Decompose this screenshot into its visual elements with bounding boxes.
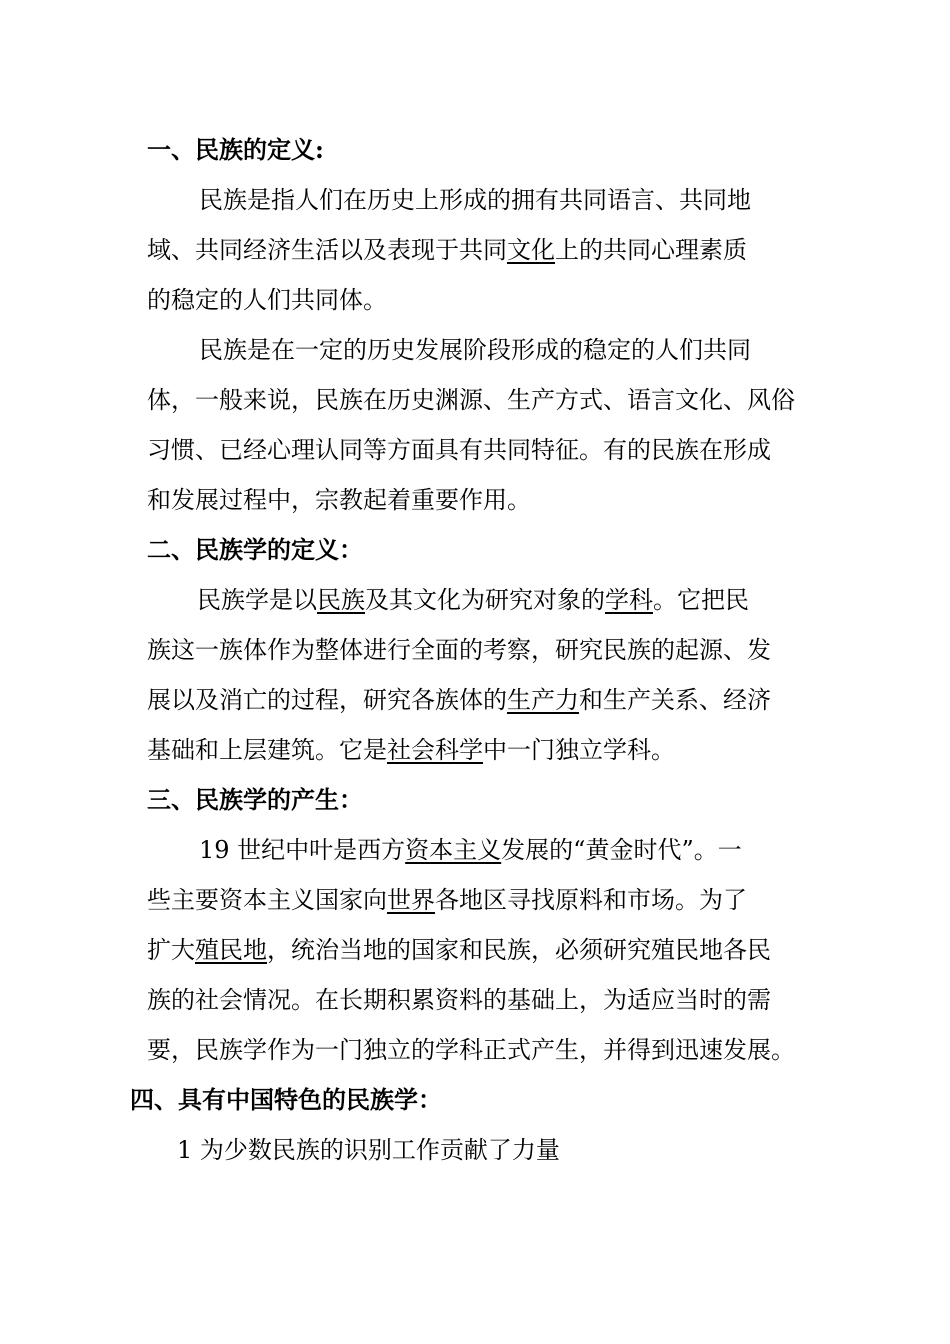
para2-line3: 习惯、已经心理认同等方面具有共同特征。有的民族在形成: [147, 436, 771, 464]
para2-line2: 体，一般来说，民族在历史渊源、生产方式、语言文化、风俗: [147, 386, 795, 414]
para1-line3: 的稳定的人们共同体。: [147, 286, 387, 314]
para4-line5: 要，民族学作为一门独立的学科正式产生，并得到迅速发展。: [147, 1036, 795, 1064]
para4-line4: 族的社会情况。在长期积累资料的基础上，为适应当时的需: [147, 986, 771, 1014]
para4-line2: 些主要资本主义国家向世界各地区寻找原料和市场。为了: [147, 886, 747, 914]
link-social-science[interactable]: 社会科学: [387, 736, 483, 764]
heading-ethnology-origin: 三、民族学的产生：: [147, 785, 363, 814]
link-nation[interactable]: 民族: [317, 586, 365, 614]
link-capitalism[interactable]: 资本主义: [405, 836, 502, 864]
para2-line1: 民族是在一定的历史发展阶段形成的稳定的人们共同: [199, 336, 751, 364]
heading-ethnology-definition: 二、民族学的定义：: [147, 535, 363, 564]
para3-line3: 展以及消亡的过程，研究各族体的生产力和生产关系、经济: [147, 686, 771, 714]
para1-line2: 域、共同经济生活以及表现于共同文化上的共同心理素质: [147, 236, 747, 264]
list-item-1: 1 为少数民族的识别工作贡献了力量: [177, 1136, 560, 1164]
para4-line3: 扩大殖民地，统治当地的国家和民族，必须研究殖民地各民: [147, 936, 771, 964]
para4-line1: 19 世纪中叶是西方资本主义发展的“黄金时代”。一: [199, 836, 742, 864]
para3-line4: 基础和上层建筑。它是社会科学中一门独立学科。: [147, 736, 675, 764]
link-world[interactable]: 世界: [387, 886, 435, 914]
link-productivity[interactable]: 生产力: [507, 686, 579, 714]
link-colony[interactable]: 殖民地: [195, 936, 267, 964]
para3-line2: 族这一族体作为整体进行全面的考察，研究民族的起源、发: [147, 636, 771, 664]
heading-chinese-ethnology: 四、具有中国特色的民族学：: [130, 1085, 442, 1114]
link-culture[interactable]: 文化: [507, 236, 555, 264]
heading-nation-definition: 一、民族的定义:: [147, 135, 324, 164]
para3-line1: 民族学是以民族及其文化为研究对象的学科。它把民: [197, 586, 749, 614]
para1-line1: 民族是指人们在历史上形成的拥有共同语言、共同地: [199, 186, 751, 214]
link-discipline[interactable]: 学科: [605, 586, 653, 614]
para2-line4: 和发展过程中，宗教起着重要作用。: [147, 486, 531, 514]
